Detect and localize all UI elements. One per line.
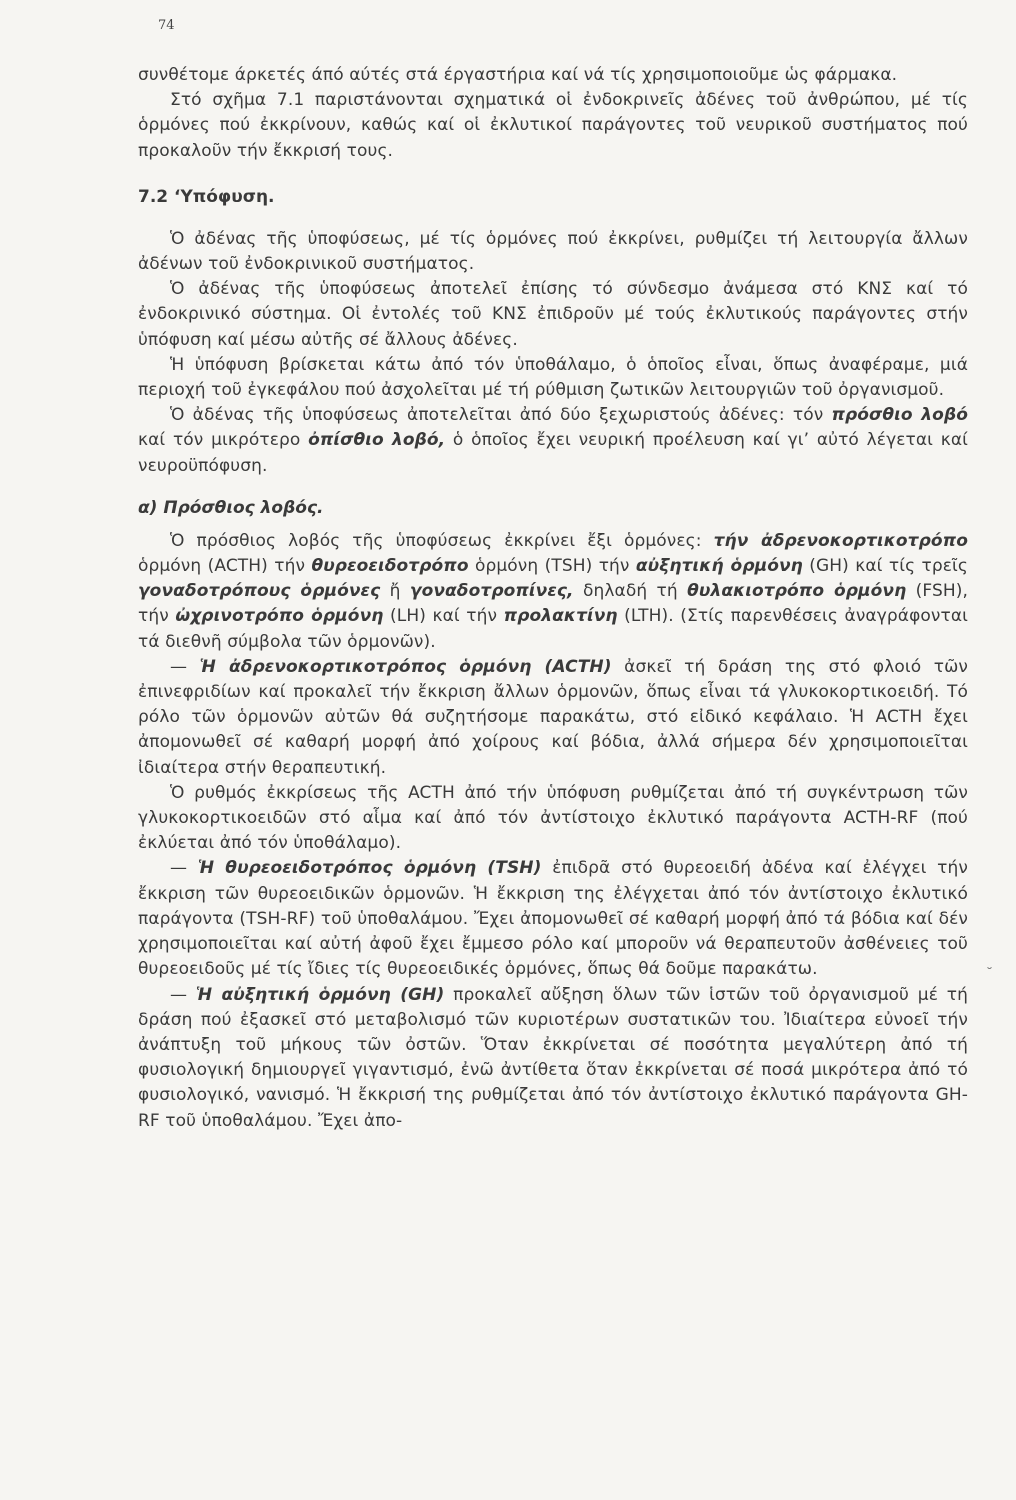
page-number: 74 [158, 18, 175, 33]
subsection-heading: α) Πρόσθιος λοβός. [138, 497, 324, 518]
term-prolactin: προλακτίνη [503, 606, 618, 627]
term-tsh: θυρεοειδοτρόπο [311, 556, 469, 577]
text-run: ὁ ὁποῖος ἔχει νευρική προέλευση καί γι’ αὐτό λέγεται καί νευροϋπόφυση. [138, 430, 968, 476]
text-run: δηλαδή τή [573, 581, 688, 602]
paragraph-tsh [138, 856, 968, 982]
paragraph-pituitary-2: Ὁ ἀδένας τῆς ὑποφύσεως ἀποτελεῖ ἐπίσης τό σύνδεσμο ἀνάμεσα στό ΚΝΣ καί τό ἐνδοκρινικό σύστημα. Οἱ ἐντολές τοῦ ΚΝΣ ἐπιδροῦν μέ τούς ἐκλυτικούς παράγοντες στήν ὑπόφυση καί μέσω αὐτῆς σέ ἄλλους ἀδένες. [138, 279, 968, 350]
paragraph-intro: συνθέτομε άρκετές άπό αύτές στά έργαστήρια καί νά τίς χρησιμοποιοῦμε ὡς φάρμακα. [138, 65, 898, 85]
term-gh-full: Ἡ αὐξητική ὁρμόνη (GH) [195, 984, 445, 1005]
dash: — [170, 984, 196, 1005]
text-run: ἤ [380, 581, 410, 602]
text-run: Ὁ ἀδένας τῆς ὑποφύσεως ἀποτελεῖται ἀπό δύο ξεχωριστούς ἀδένες: τόν [170, 405, 832, 426]
term-acth: τήν ἀδρενοκορτικοτρόπο [713, 530, 968, 551]
text-run: καί τόν μικρότερο [138, 430, 309, 451]
term-lh: ὠχρινοτρόπο ὁρμόνη [175, 606, 384, 627]
body-text [138, 63, 968, 1134]
margin-mark: ˘ [986, 966, 993, 982]
paragraph-figure-ref: Στό σχῆμα 7.1 παριστάνονται σχηματικά οἱ ἐνδοκρινεῖς ἀδένες τοῦ ἀνθρώπου, μέ τίς ὁρμόνες πού ἐκκρίνουν, καθώς καί οἱ ἐκλυτικοί παράγοντες τοῦ νευρικοῦ συστήματος πού προκαλοῦν τήν ἔκκρισή τους. [138, 90, 968, 161]
text-run: Ὁ πρόσθιος λοβός τῆς ὑποφύσεως ἐκκρίνει ἔξι ὁρμόνες: [170, 530, 714, 551]
paragraph-lobes [138, 403, 968, 479]
term-fsh: θυλακιοτρόπο ὁρμόνη [687, 581, 907, 602]
dash: — [170, 656, 200, 677]
text-run: ἐπιδρᾶ στό θυρεοειδή ἀδένα καί ἐλέγχει τήν ἔκκριση τῶν θυρεοειδικῶν ὁρμονῶν. Ἡ ἔκκριση της ἐλέγχεται ἀπό τόν ἀντίστοιχο ἐκλυτικό παράγοντα (TSH-RF) τοῦ ὑποθαλάμου. Ἔχει ἀπομονωθεῖ σέ καθαρή μορφή ἀπό τά βόδια καί δέν χρησιμοποιεῖται καί αὐτή ἀφοῦ ἔχει ἔμμεσο ρόλο καί μποροῦν νά θεραπευτοῦν ἀσθένειες τοῦ θυρεοειδοῦς μέ τίς ἴδιες τίς θυρεοειδικές ὁρμόνες, ὅπως θά δοῦμε παρακάτω. [138, 858, 968, 980]
term-tsh-full: Ἡ θυρεοειδοτρόπος ὁρμόνη (TSH) [197, 858, 542, 879]
text-run: ἀσκεῖ τή δράση της στό φλοιό τῶν ἐπινεφριδίων καί προκαλεῖ τήν ἔκκριση ἄλλων ὁρμονῶν, ὅπως εἶναι τά γλυκοκορτικοειδή. Τό ρόλο τῶν ὁρμονῶν αὐτῶν θά συζητήσομε παρακάτω, στό εἰδικό κεφάλαιο. Ἡ ACTH ἔχει ἀπομονωθεῖ σέ καθαρή μορφή ἀπό χοίρους καί βόδια, ἀλλά σήμερα δέν χρησιμοποιεῖται ἰδιαίτερα στήν θεραπευτική. [138, 656, 969, 778]
paragraph-acth-regulation: Ὁ ρυθμός ἐκκρίσεως τῆς ACTH ἀπό τήν ὑπόφυση ρυθμίζεται ἀπό τή συγκέντρωση τῶν γλυκοκορτικοειδῶν στό αἷμα καί ἀπό τόν ἀντίστοιχο ἐκλυτικό παράγοντα ACTH-RF (πού ἐκλύεται ἀπό τόν ὑποθάλαμο). [138, 782, 968, 854]
text-run: ὁρμόνη (ACTH) τήν [138, 556, 312, 577]
text-run: προκαλεῖ αὔξηση ὅλων τῶν ἱστῶν τοῦ ὀργανισμοῦ μέ τή δράση πού ἐξασκεῖ στό μεταβολισμό τῶν κυριοτέρων συστατικῶν του. Ἰδιαίτερα εὐνοεῖ τήν ἀνάπτυξη τοῦ μήκους τῶν ὀστῶν. Ὅταν ἐκκρίνεται σέ ποσότητα μεγαλύτερη ἀπό τή φυσιολογική δημιουργεῖ γιγαντισμό, ἐνῶ ἀντίθετα ὅταν ἐκκρίνεται σέ ποσά μικρότερα ἀπό τό φυσιολογικό, νανισμό. Ἡ ἔκκρισή της ρυθμίζεται ἀπό τόν ἀντίστοιχο ἐκλυτικό παράγοντα GH-RF τοῦ ὑποθαλάμου. Ἔχει ἀπο- [138, 984, 968, 1131]
term-anterior-lobe: πρόσθιο λοβό [831, 405, 968, 426]
term-gonadotropic: γοναδοτρόπους ὁρμόνες [138, 581, 381, 602]
paragraph-pituitary-3: Ἡ ὑπόφυση βρίσκεται κάτω ἀπό τόν ὑποθάλαμο, ὁ ὁποῖος εἶναι, ὅπως ἀναφέραμε, μιά περιοχή τοῦ ἐγκεφάλου πού ἀσχολεῖται μέ τή ρύθμιση ζωτικῶν λειτουργιῶν τοῦ ὀργανισμοῦ. [138, 354, 968, 401]
paragraph-pituitary-1: Ὁ ἀδένας τῆς ὑποφύσεως, μέ τίς ὁρμόνες πού ἐκκρίνει, ρυθμίζει τή λειτουργία ἄλλων ἀδένων τοῦ ἐνδοκρινικοῦ συστήματος. [138, 228, 968, 275]
text-run: ὁρμόνη (TSH) τήν [468, 556, 636, 577]
term-acth-full: Ἡ ἀδρενοκορτικοτρόπος ὁρμόνη (ACTH) [199, 656, 612, 677]
text-run: (FSH), τήν [138, 581, 969, 627]
term-posterior-lobe: ὀπίσθιο λοβό, [308, 430, 446, 451]
text-run: (GH) καί τίς τρεῖς [802, 556, 968, 577]
section-heading: 7.2 ‘Υπόφυση. [138, 186, 275, 207]
paragraph-acth [138, 655, 968, 781]
term-gh: αὐξητική ὁρμόνη [635, 556, 803, 577]
paragraph-gh [138, 983, 968, 1134]
text-run: (LTH). (Στίς παρενθέσεις ἀναγράφονται τά διεθνῆ σύμβολα τῶν ὁρμονῶν). [138, 606, 968, 652]
term-gonadotropins: γοναδοτροπίνες, [409, 581, 574, 602]
paragraph-hormones [138, 529, 968, 655]
dash: — [170, 858, 198, 879]
text-run: (LH) καί τήν [383, 606, 504, 627]
